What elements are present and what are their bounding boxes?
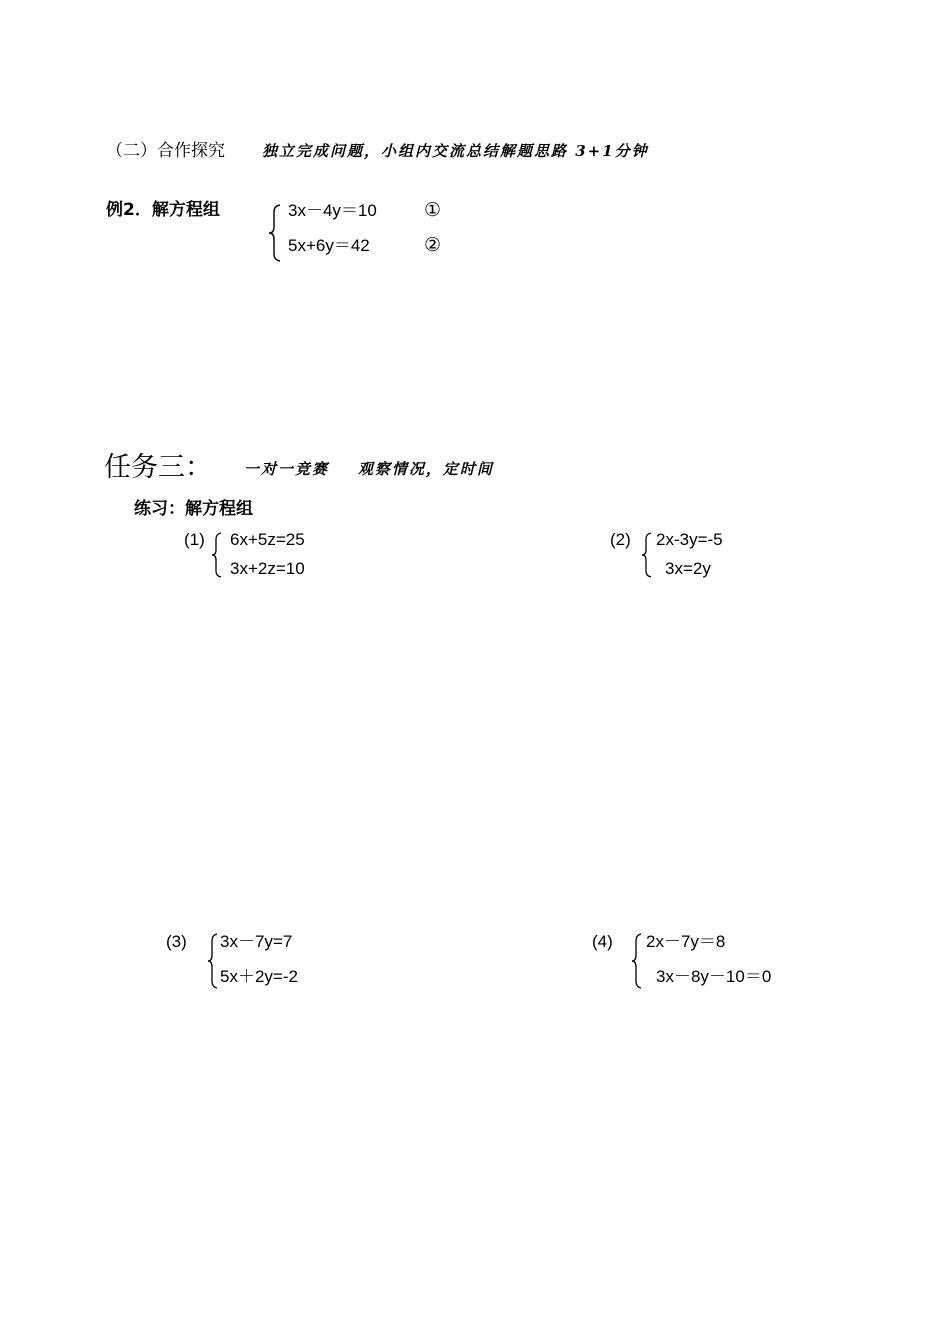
problem-number: (4): [592, 932, 613, 951]
problem-equation: 3x－8y－10＝0: [656, 967, 772, 986]
problem-equation: 2x-3y=-5: [656, 530, 723, 549]
problem-equation: 2x－7y＝8: [646, 932, 726, 951]
brace-icon: [268, 204, 282, 262]
problem-equation: 3x=2y: [665, 559, 711, 578]
practice-label: 练习：解方程组: [134, 499, 253, 519]
example-equation-1: 3x－4y＝10: [288, 201, 377, 220]
brace-icon: [631, 933, 643, 989]
section-heading: （二）合作探究: [106, 141, 225, 161]
circled-one-marker: ①: [424, 200, 442, 221]
task-note: 一对一竞赛 观察情况，定时间: [244, 460, 494, 478]
brace-icon: [641, 532, 653, 578]
problem-equation: 5x＋2y=-2: [220, 967, 298, 986]
problem-equation: 3x+2z=10: [230, 559, 305, 578]
brace-icon: [211, 532, 223, 578]
problem-number: (1): [184, 530, 205, 549]
problem-equation: 3x－7y=7: [220, 932, 293, 951]
circled-two-marker: ②: [424, 235, 442, 256]
task-title: 任务三：: [104, 452, 212, 483]
example-equation-2: 5x+6y＝42: [288, 236, 370, 255]
problem-number: (3): [166, 932, 187, 951]
section-note: 独立完成问题，小组内交流总结解题思路 3+1分钟: [262, 142, 649, 160]
brace-icon: [207, 933, 219, 989]
example-label: 例2．解方程组: [106, 200, 220, 220]
problem-equation: 6x+5z=25: [230, 530, 305, 549]
problem-number: (2): [610, 530, 631, 549]
